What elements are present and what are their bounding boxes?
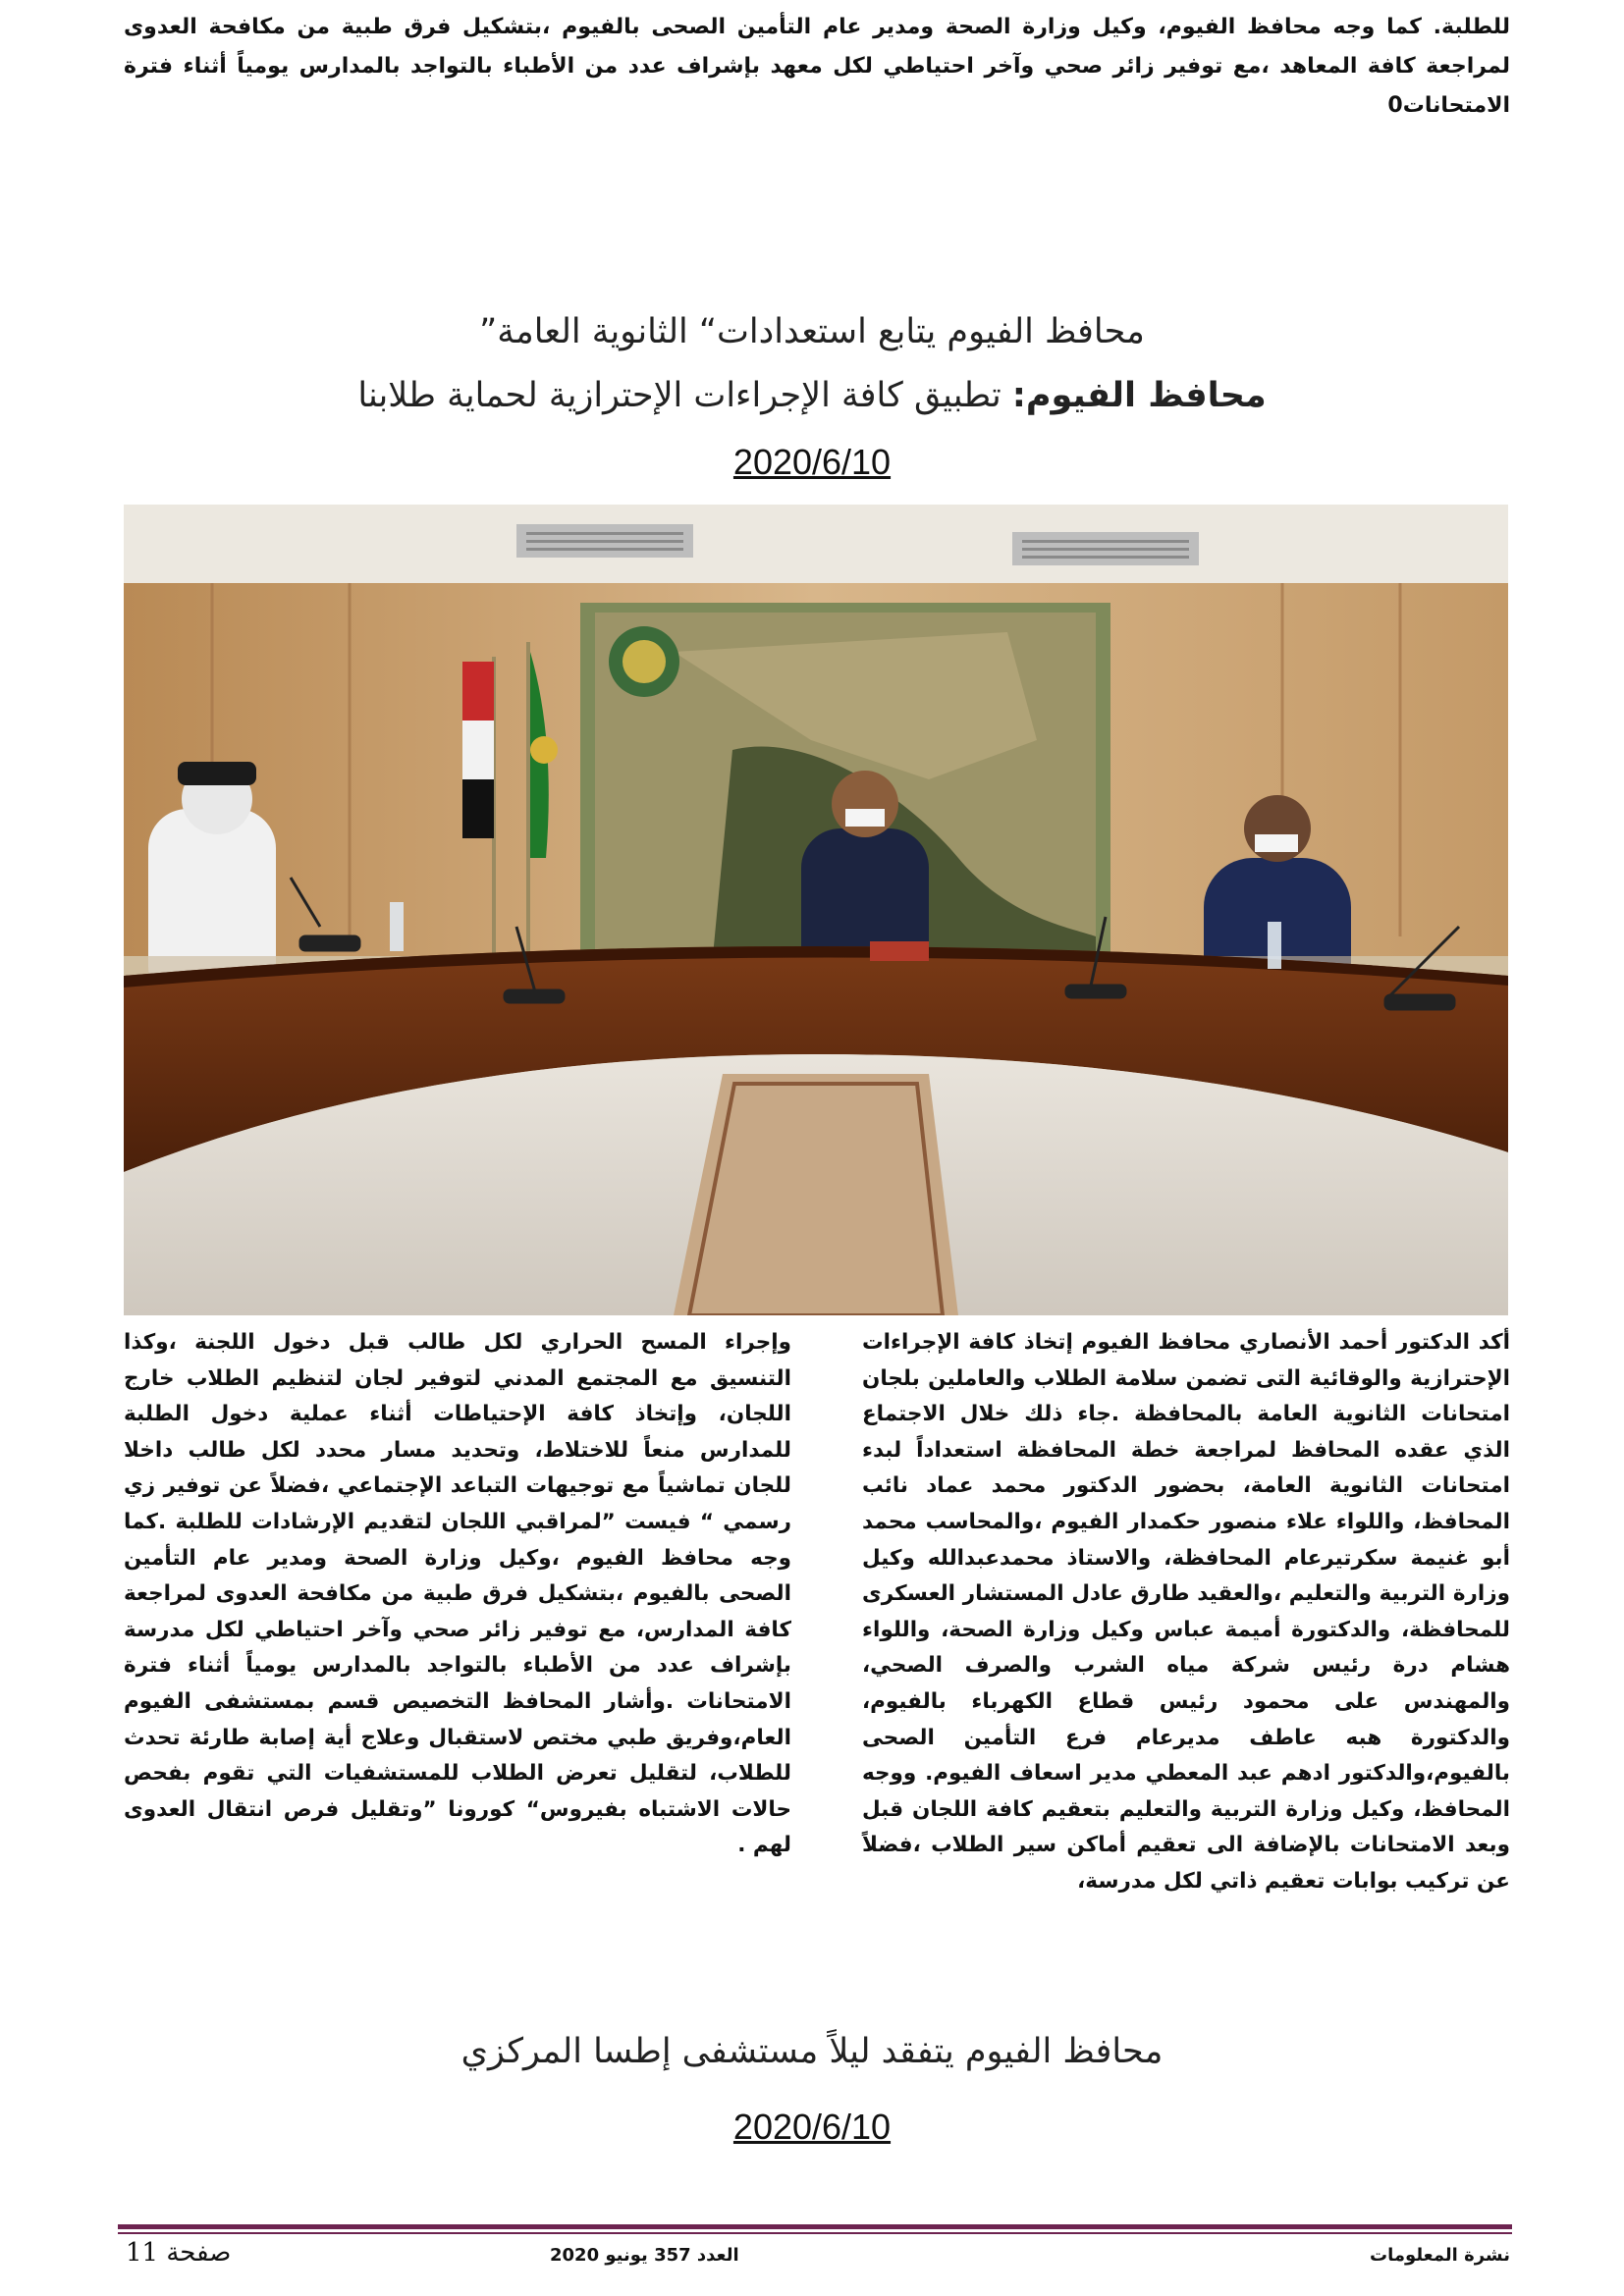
footer-rule bbox=[118, 2224, 1512, 2229]
article1-title: محافظ الفيوم يتابع استعدادات“ الثانوية العامة” bbox=[479, 312, 1145, 351]
article1-subtitle-text: تطبيق كافة الإجراءات الإحترازية لحماية طلابنا bbox=[357, 376, 1012, 415]
article1-column-left: وإجراء المسح الحراري لكل طالب قبل دخول اللجنة ،وكذا التنسيق مع المجتمع المدني لتوفير لجان لتنظيم الطلاب خارج اللجان، وإتخاذ كافة الإحتياطات أثناء عملية دخول الطلبة للمدارس منعاً للاختلاط، وتحديد مسار محدد لكل طالب داخلا للجان تماشياً مع توجيهات التباعد الإجتماعي ،فضلاً عن توفير زي رسمي “ فيست ”لمراقبي اللجان لتقديم الإرشادات للطلبة .كما وجه محافظ الفيوم ،وكيل وزارة الصحة ومدير عام التأمين الصحى بالفيوم ،بتشكيل فرق طبية من مكافحة العدوى لمراجعة كافة المدارس، مع توفير زائر صحي وآخر احتياطي لكل مدرسة بإشراف عدد من الأطباء بالتواجد بالمدارس يومياً أثناء فترة الامتحانات .وأشار المحافظ التخصيص قسم بمستشفى الفيوم العام،وفريق طبي مختص لاستقبال وعلاج أية إصابة طارئة تحدث للطلاب، لتقليل تعرض الطلاب للمستشفيات التي تقوم بفحص حالات الاشتباه بفيروس“ كورونا ”وتقليل فرص انتقال العدوى لهم . bbox=[124, 1330, 791, 1858]
footer-page-number: صفحة 11 bbox=[126, 2238, 232, 2268]
footer-rule-thin bbox=[118, 2232, 1512, 2234]
meeting-photo bbox=[124, 505, 1508, 1315]
article1-subtitle bbox=[0, 376, 1624, 415]
footer-issue: العدد 357 يونيو 2020 bbox=[550, 2245, 739, 2266]
footer-publication: نشرة المعلومات bbox=[1370, 2245, 1510, 2266]
article1-column-right: أكد الدكتور أحمد الأنصاري محافظ الفيوم إتخاذ كافة الإجراءات الإحترازية والوقائية التى تضمن سلامة الطلاب والعاملين بلجان امتحانات الثانوية العامة بالمحافظة .جاء ذلك خلال الاجتماع الذي عقده المحافظ لمراجعة خطة المحافظة استعداداً لبدء امتحانات الثانوية العامة، بحضور الدكتور محمد عماد نائب المحافظ، واللواء علاء منصور حكمدار الفيوم ،والمحاسب محمد أبو غنيمة سكرتيرعام المحافظة، والاستاذ محمدعبدالله وكيل وزارة التربية والتعليم ،والعقيد طارق عادل المستشار العسكرى للمحافظة، والدكتورة أميمة عباس وكيل وزارة الصحة، واللواء هشام درة رئيس شركة مياه الشرب والصرف الصحي، والمهندس على محمود رئيس قطاع الكهرباء بالفيوم، والدكتورة هبه عاطف مديرعام فرع التأمين الصحى بالفيوم،والدكتور ادهم عبد المعطي مدير اسعاف الفيوم. ووجه المحافظ، وكيل وزارة التربية والتعليم بتعقيم كافة اللجان قبل وبعد الامتحانات بالإضافة الى تعقيم أماكن سير الطلاب ،فضلاً عن تركيب بوابات تعقيم ذاتي لكل مدرسة، bbox=[862, 1330, 1510, 1894]
article1-subtitle-label: محافظ الفيوم: bbox=[1011, 376, 1267, 415]
article2-date: 2020/6/10 bbox=[732, 2107, 892, 2147]
article2-title: محافظ الفيوم يتفقد ليلاً مستشفى إطسا المركزي bbox=[460, 2032, 1164, 2071]
top-paragraph: للطلبة. كما وجه محافظ الفيوم، وكيل وزارة الصحة ومدير عام التأمين الصحى بالفيوم ،بتشكيل فرق طبية من مكافحة العدوى لمراجعة كافة المعاهد ،مع توفير زائر صحي وآخر احتياطي لكل معهد بإشراف عدد من الأطباء بالتواجد بالمدارس يومياً أثناء فترة الامتحانات0 bbox=[124, 15, 1510, 118]
article1-date: 2020/6/10 bbox=[732, 442, 892, 482]
